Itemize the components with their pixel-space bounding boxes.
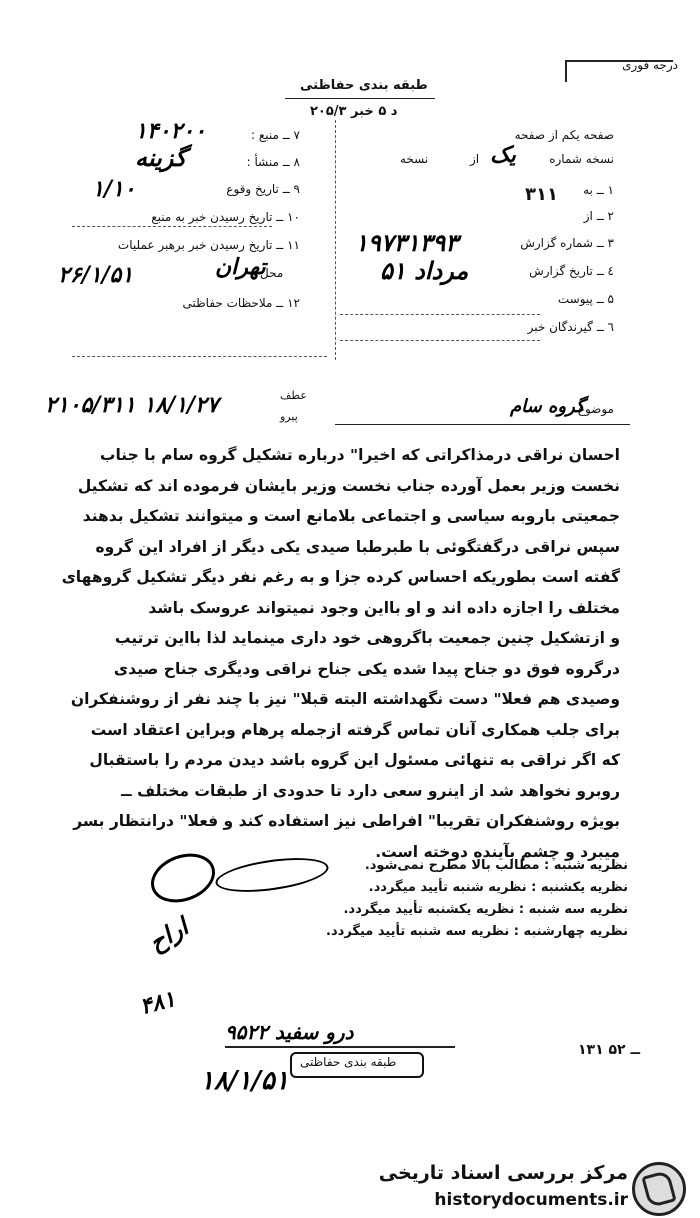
field-2-label: ۲ ــ از bbox=[583, 209, 614, 223]
field-9-label: ۹ ــ تاریخ وقوع bbox=[226, 182, 300, 196]
body-line: نخست وزیر بعمل آورده جناب نخست وزیر بایشان فرموده اند که تشکیل bbox=[77, 476, 620, 495]
place-value: تهران bbox=[215, 254, 266, 280]
field-1-value: ۳۱۱ bbox=[525, 184, 558, 205]
field-4-value: مرداد ۵۱ bbox=[380, 256, 469, 285]
urgency-underline bbox=[565, 60, 673, 62]
archive-logo-icon bbox=[632, 1162, 686, 1216]
body-line: و ازتشکیل چنین جمعیت باگروهی خود داری مینماید لذا بااین ترتیب bbox=[114, 629, 620, 647]
classification-underline bbox=[285, 98, 435, 99]
body-line: روبرو نخواهد شد از اینرو سعی دارد تا حدودی از طبقات مختلف ــ bbox=[121, 781, 620, 800]
field-11-value: ۲۶/۱/۵۱ bbox=[58, 262, 134, 288]
subject-underline bbox=[335, 424, 630, 425]
field-12-label: ۱۲ ــ ملاحظات حفاظتی bbox=[182, 296, 300, 310]
reference-value: ۲۱۰۵/۳۱۱ ۱۸/۱/۲۷ bbox=[45, 392, 219, 418]
body-line: برای جلب همکاری آنان تماس گرفته ازجمله پرهام وبراین اعتقاد است bbox=[90, 720, 620, 739]
archive-site: historydocuments.ir bbox=[434, 1190, 628, 1210]
note-line: نظریه چهارشنبه : نظریه سه شنبه تأیید میگردد. bbox=[326, 924, 628, 939]
body-line: مختلف را اجازه داده اند و او بااین وجود نمیتواند عروسک باشد bbox=[148, 598, 620, 617]
field-7-label: ۷ ــ منبع : bbox=[250, 128, 300, 142]
note-line: نظریه یکشنبه : نظریه شنبه تأیید میگردد. bbox=[368, 880, 628, 895]
field-8-label: ۸ ــ منشأ : bbox=[246, 155, 300, 169]
source-number: ۲۰۵/۳ د ۵ خبر bbox=[310, 104, 398, 119]
report-body bbox=[60, 440, 620, 867]
field-4-label: ٤ ــ تاریخ گزارش bbox=[529, 264, 614, 278]
note-line: نظریه شنبه : مطالب بالا مطرح نمی‌شود. bbox=[364, 858, 628, 873]
field-5-label: ۵ ــ پیوست bbox=[557, 292, 614, 306]
body-line: بویژه روشنفکران تقریبا" افراطی نیز استفاده کند و فعلا" درانتظار بسر bbox=[73, 812, 620, 830]
urgency-bracket bbox=[565, 60, 567, 82]
signature-underline bbox=[225, 1046, 455, 1048]
form-bottom-line bbox=[72, 356, 327, 357]
reference2-label: پیرو bbox=[280, 410, 298, 423]
body-line: میبرد و چشم بآینده دوخته است. bbox=[375, 842, 620, 861]
note-line: نظریه سه شنبه : نظریه یکشنبه تأیید میگردد. bbox=[343, 902, 628, 917]
bottom-handwritten-date: ۱۸/۱/۵۱ bbox=[200, 1066, 289, 1096]
place-label: محل bbox=[260, 266, 284, 280]
field-6-label: ٦ ــ گیرندگان خبر bbox=[527, 320, 614, 334]
copy-label: نسخه شماره bbox=[549, 152, 614, 166]
left-number: ۴۸۱ bbox=[137, 985, 179, 1021]
subject-label: موضوع bbox=[577, 402, 614, 416]
body-line: وصیدی هم فعلا" دست نگهداشته البته قبلا" نیز با چند نفر از روشنفکران bbox=[70, 690, 620, 708]
field-6-line bbox=[340, 340, 540, 341]
field-3-value: ۱۹۷۳۱۳۹۳ bbox=[355, 228, 459, 257]
left-handwritten-note: اراح bbox=[143, 911, 193, 958]
copy-from: از bbox=[470, 152, 480, 166]
field-10-label: ۱۰ ــ تاریخ رسیدن خبر به منبع bbox=[151, 210, 300, 224]
field-10-line bbox=[72, 226, 272, 227]
field-5-line bbox=[340, 314, 540, 315]
copy-word: نسخه bbox=[400, 152, 429, 166]
subject-value: گروه سام bbox=[510, 396, 585, 417]
field-8-value: گزینه bbox=[135, 143, 187, 172]
field-3-label: ۳ ــ شماره گزارش bbox=[520, 236, 614, 250]
field-1-label: ۱ ــ به bbox=[583, 183, 614, 197]
body-line: درگروه فوق دو جناح پیدا شده یکی جناح نراقی ودیگری جناح صیدی bbox=[113, 659, 620, 678]
page-label: صفحه یکم از صفحه bbox=[514, 128, 614, 142]
body-line: جمعیتی باروبه سیاسی و اجتماعی بلامانع است و میتوانند تشکیل بدهند bbox=[82, 507, 620, 525]
body-line: احسان نراقی درمذاکراتی که اخیرا" درباره تشکیل گروه سام با جناب bbox=[99, 446, 620, 464]
field-9-value: ۱/۱۰ bbox=[92, 176, 136, 202]
handwritten-signature: درو سفید ۹۵۲۲ bbox=[225, 1020, 354, 1044]
body-line: که اگر نراقی به تنهائی مسئول این گروه باشد دیدن مردم را باستقبال bbox=[89, 751, 620, 769]
archive-name: مرکز بررسی اسناد تاریخی bbox=[378, 1162, 628, 1184]
form-number: ۱۳۱ ــ ۵۲ bbox=[578, 1042, 641, 1058]
body-line: سپس نراقی درگفتگوئی با طبرطبا صیدی یکی دیگر از افراد این گروه bbox=[95, 537, 620, 556]
reference-label: عطف bbox=[280, 389, 307, 402]
field-7-value: ۱۴۰۲۰۰ bbox=[135, 118, 206, 144]
field-11-label: ۱۱ ــ تاریخ رسیدن خبر برهبر عملیات bbox=[117, 238, 300, 252]
classification-title: طبقه بندی حفاظتی bbox=[300, 78, 428, 93]
body-line: گفته است بطوریکه احساس کرده جزا و به رغم نفر دیگر تشکیل گروههای bbox=[61, 568, 620, 586]
copy-hand: یک bbox=[490, 142, 516, 168]
urgency-label: درجه فوری bbox=[622, 58, 678, 72]
column-divider bbox=[335, 120, 336, 360]
classification-footer: طبقه بندی حفاظتی bbox=[300, 1055, 397, 1069]
